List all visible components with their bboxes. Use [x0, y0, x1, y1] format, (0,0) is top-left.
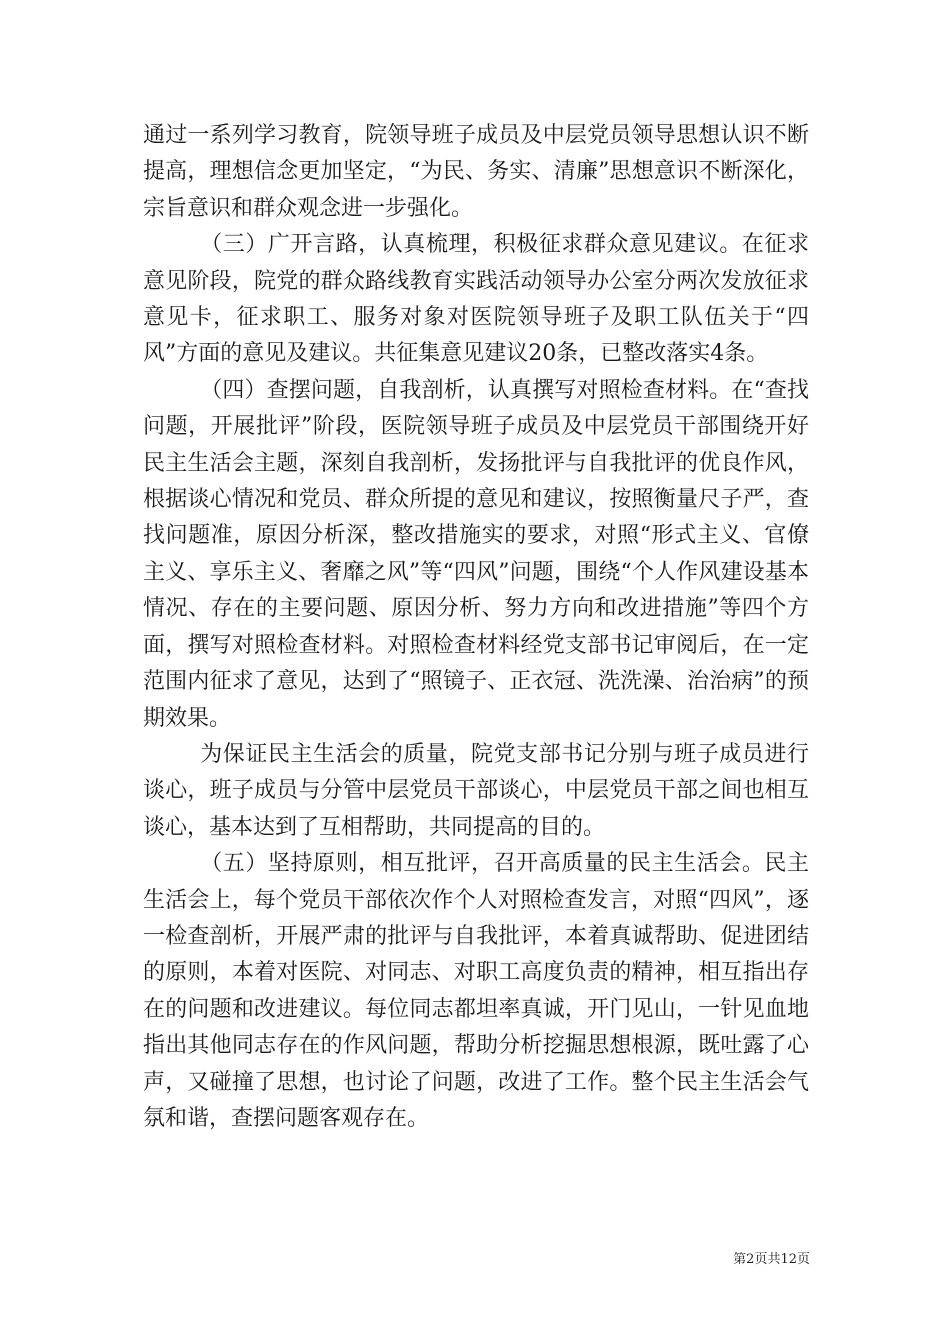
paragraph-4: 为保证民主生活会的质量，院党支部书记分别与班子成员进行谈心，班子成员与分管中层党员干部谈心，中层党员干部之间也相互谈心，基本达到了互相帮助，共同提高的目的。: [143, 741, 809, 840]
paragraph-3: （四）查摆问题，自我剖析，认真撰写对照检查材料。在“查找问题，开展批评”阶段，医院领导班子成员及中层党员干部围绕开好民主生活会主题，深刻自我剖析，发扬批评与自我批评的优良作风，根据谈心情况和党员、群众所提的意见和建议，按照衡量尺子严，查找问题准，原因分析深，整改措施实的要求，对照“形式主义、官僚主义、享乐主义、奢靡之风”等“四风”问题，围绕“个人作风建设基本情况、存在的主要问题、原因分析、努力方向和改进措施”等四个方面，撰写对照检查材料。对照检查材料经党支部书记审阅后，在一定范围内征求了意见，达到了“照镜子、正衣冠、洗洗澡、治治病”的预期效果。: [143, 377, 809, 731]
paragraph-1: 通过一系列学习教育，院领导班子成员及中层党员领导思想认识不断提高，理想信念更加坚定，“为民、务实、清廉”思想意识不断深化，宗旨意识和群众观念进一步强化。: [143, 123, 809, 221]
document-body: [143, 118, 809, 1137]
page-number-footer: 第2页共12页: [733, 1252, 810, 1267]
paragraph-2: （三）广开言路，认真梳理，积极征求群众意见建议。在征求意见阶段，院党的群众路线教育实践活动领导办公室分两次发放征求意见卡，征求职工、服务对象对医院领导班子及职工队伍关于“四风”方面的意见及建议。共征集意见建议20条，已整改落实4条。: [143, 232, 809, 367]
paragraph-5: （五）坚持原则，相互批评，召开高质量的民主生活会。民主生活会上，每个党员干部依次作个人对照检查发言，对照“四风”，逐一检查剖析，开展严肃的批评与自我批评，本着真诚帮助、促进团结的原则，本着对医院、对同志、对职工高度负责的精神，相互指出存在的问题和改进建议。每位同志都坦率真诚，开门见山，一针见血地指出其他同志存在的作风问题，帮助分析挖掘思想根源，既吐露了心声，又碰撞了思想，也讨论了问题，改进了工作。整个民主生活会气氛和谐，查摆问题客观存在。: [143, 851, 809, 1131]
